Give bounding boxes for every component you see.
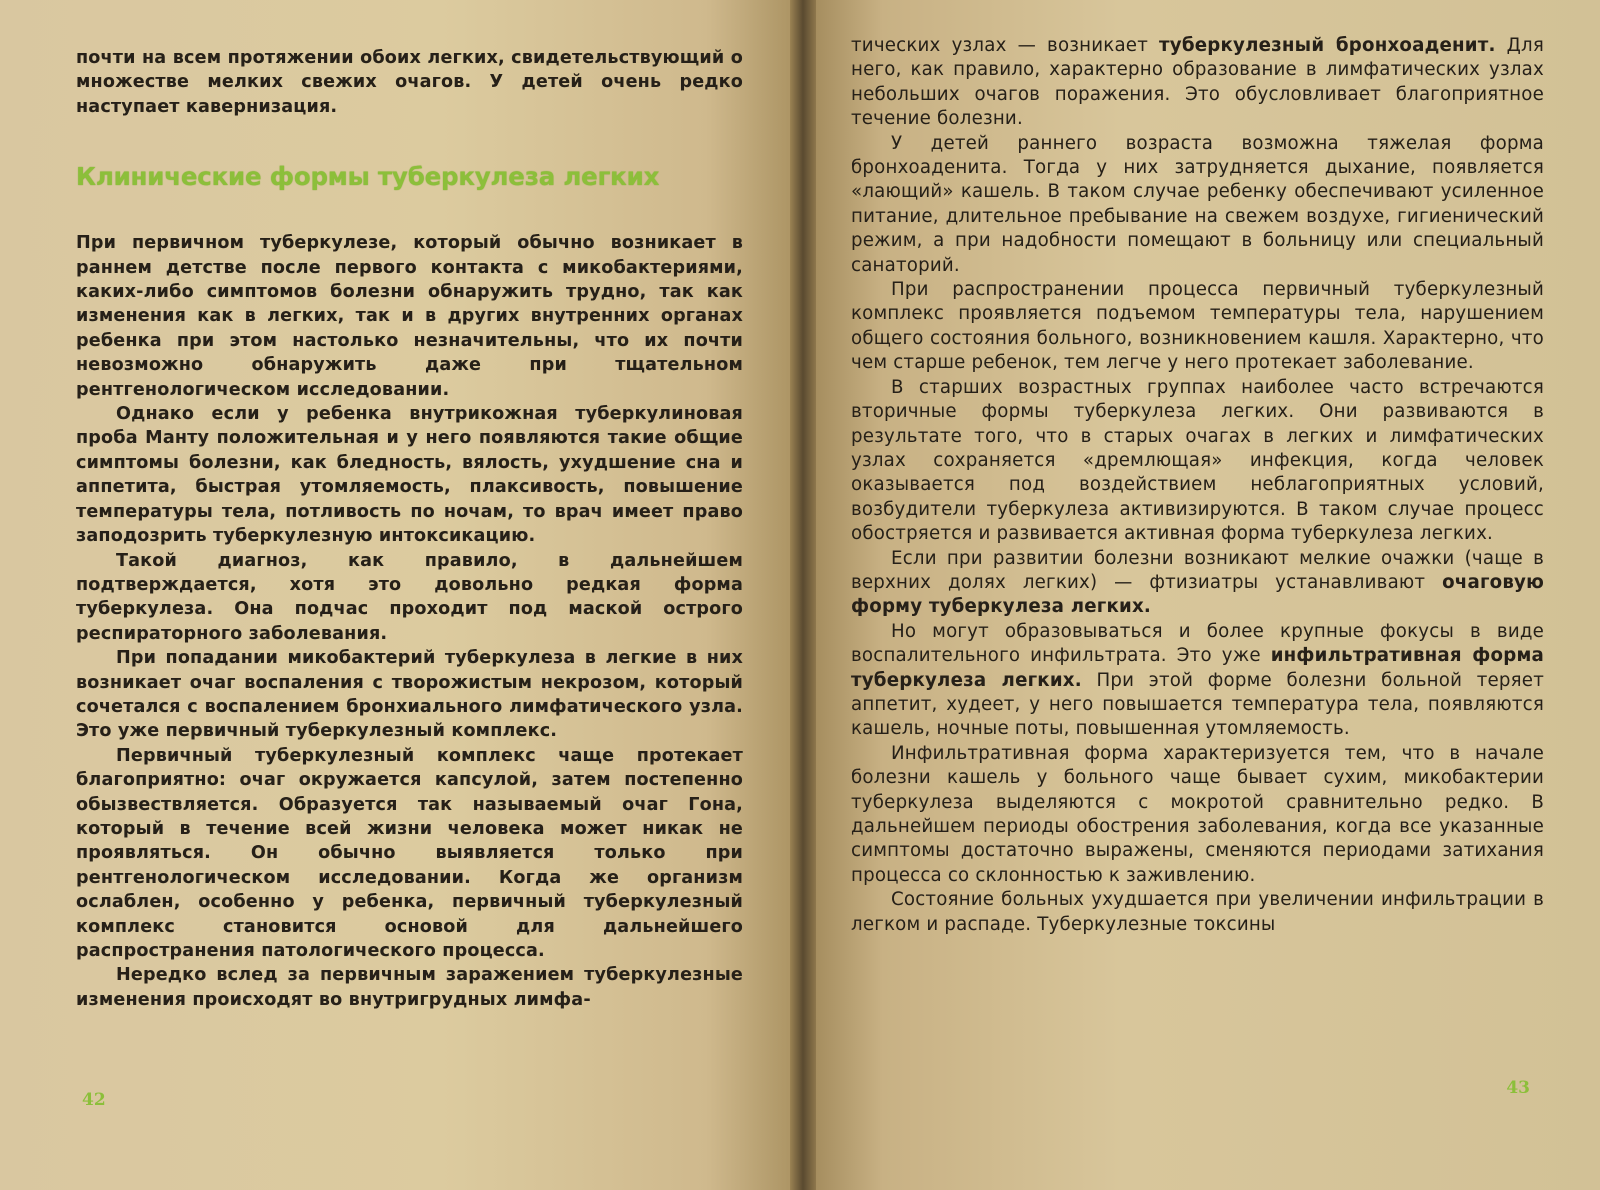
right-paragraph-5 — [851, 547, 1544, 620]
left-paragraph-5: Первичный туберкулезный комплекс чаще протекает благоприятно: очаг окружается капсулой, затем постепенно обызвествляется. Образуется так называемый очаг Гона, который в течение всей жизни человека может никак не проявляться. Он обычно выявляется только при рентгенологическом исследовании. Когда же организм ослаблен, особенно у ребенка, первичный туберкулезный комплекс становится основой для дальнейшего распространения патологического процесса. — [76, 745, 743, 961]
left-intro-paragraph: почти на всем протяжении обоих легких, свидетельствующий о множестве мелких свежих очагов. У детей очень редко наступает кавернизация. — [76, 48, 743, 117]
right-paragraph-1-text: тических узлах — возникает — [851, 35, 1160, 56]
left-paragraph-4-text: При попадании микобактерий туберкулеза в легкие в них возникает очаг воспаления с творожистым некрозом, который сочетался с воспалением бронхиального лимфатического узла. Это уже — [76, 648, 743, 742]
page-number-left: 42 — [82, 1090, 106, 1110]
right-paragraph-4: В старших возрастных группах наиболее часто встречаются вторичные формы туберкулеза легких. Они развиваются в результате того, что в старых очагах в легких и лимфатических узлах сохраняется «дремлющая» инфекция, когда человек оказывается под воздействием неблагоприятных условий, возбудители туберкулеза активизируются. В таком случае процесс обостряется и развивается активная форма туберкулеза легких. — [851, 376, 1544, 545]
term-bronchoadenitis: туберкулезный бронхоаденит. — [1159, 35, 1496, 56]
right-paragraph-5-text: Если при развитии болезни возникают мелкие очажки (чаще в верхних долях легких) — фтизиатры устанавливают — [851, 547, 1544, 593]
left-paragraph-1: При первичном туберкулезе, который обычно возникает в раннем детстве после первого контакта с микобактериями, каких-либо симптомов болезни обнаружить трудно, так как изменения как в легких, так и в других внутренних органах ребенка при этом настолько незначительны, что их почти невозможно обнаружить даже при тщательном рентгенологическом исследовании. — [76, 233, 743, 400]
right-paragraph-7: Инфильтративная форма характеризуется тем, что в начале болезни кашель у больного чаще бывает сухим, микобактерии туберкулеза выделяются с мокротой сравнительно редко. В дальнейшем периоды обострения заболевания, когда все указанные симптомы достаточно выражены, сменяются периодами затихания процесса со склонностью к заживлению. — [851, 742, 1544, 886]
term-focal-form: очаговую форму туберкулеза легких. — [851, 571, 1544, 618]
book-gutter — [790, 0, 816, 1190]
right-paragraph-6 — [851, 620, 1544, 742]
right-page — [803, 0, 1600, 1190]
left-paragraph-6: Нередко вслед за первичным заражением туберкулезные изменения происходят во внутригрудных лимфа- — [76, 965, 743, 1010]
right-paragraph-8: Состояние больных ухудшается при увеличении инфильтрации в легком и распаде. Туберкулезные токсины — [851, 889, 1544, 935]
right-paragraph-1-rest: Для него, как правило, характерно образование в лимфатических узлах небольших очагов поражения. Это обусловливает благоприятное течение болезни. — [851, 35, 1544, 130]
right-paragraph-3: При распространении процесса первичный туберкулезный комплекс проявляется подъемом температуры тела, нарушением общего состояния больного, возникновением кашля. Характерно, что чем старше ребенок, тем легче у него протекает заболевание. — [851, 279, 1544, 374]
right-paragraph-2: У детей раннего возраста возможна тяжелая форма бронхоаденита. Тогда у них затрудняется дыхание, появляется «лающий» кашель. В таком случае ребенку обеспечивают усиленное питание, длительное пребывание на свежем воздухе, гигиенический режим, а при надобности помещают в больницу или специальный санаторий. — [851, 132, 1544, 276]
page-number-right: 43 — [1506, 1078, 1530, 1098]
term-primary-complex: первичный туберкулезный комплекс. — [165, 721, 558, 742]
left-paragraph-4 — [76, 646, 743, 744]
right-paragraph-6-text: Но могут образовываться и более крупные фокусы в виде воспалительного инфильтрата. Это уже — [851, 620, 1544, 667]
section-heading: Клинические формы туберкулеза легких — [76, 162, 660, 192]
right-paragraph-6-rest: При этой форме болезни больной теряет аппетит, худеет, у него повышается температура тела, появляются кашель, ночные поты, повышенная утомляемость. — [851, 669, 1544, 740]
term-infiltrative-form: инфильтративная форма туберкулеза легких. — [851, 645, 1545, 691]
right-paragraph-1 — [851, 34, 1544, 132]
left-paragraph-2: Однако если у ребенка внутрикожная туберкулиновая проба Манту положительная и у него появляются такие общие симптомы болезни, как бледность, вялость, ухудшение сна и аппетита, быстрая утомляемость, плаксивость, повышение температуры тела, потливость по ночам, то врач имеет право заподозрить туберкулезную интоксикацию. — [76, 404, 743, 547]
left-paragraph-3: Такой диагноз, как правило, в дальнейшем подтверждается, хотя это довольно редкая форма туберкулеза. Она подчас проходит под маской острого респираторного заболевания. — [76, 550, 743, 644]
